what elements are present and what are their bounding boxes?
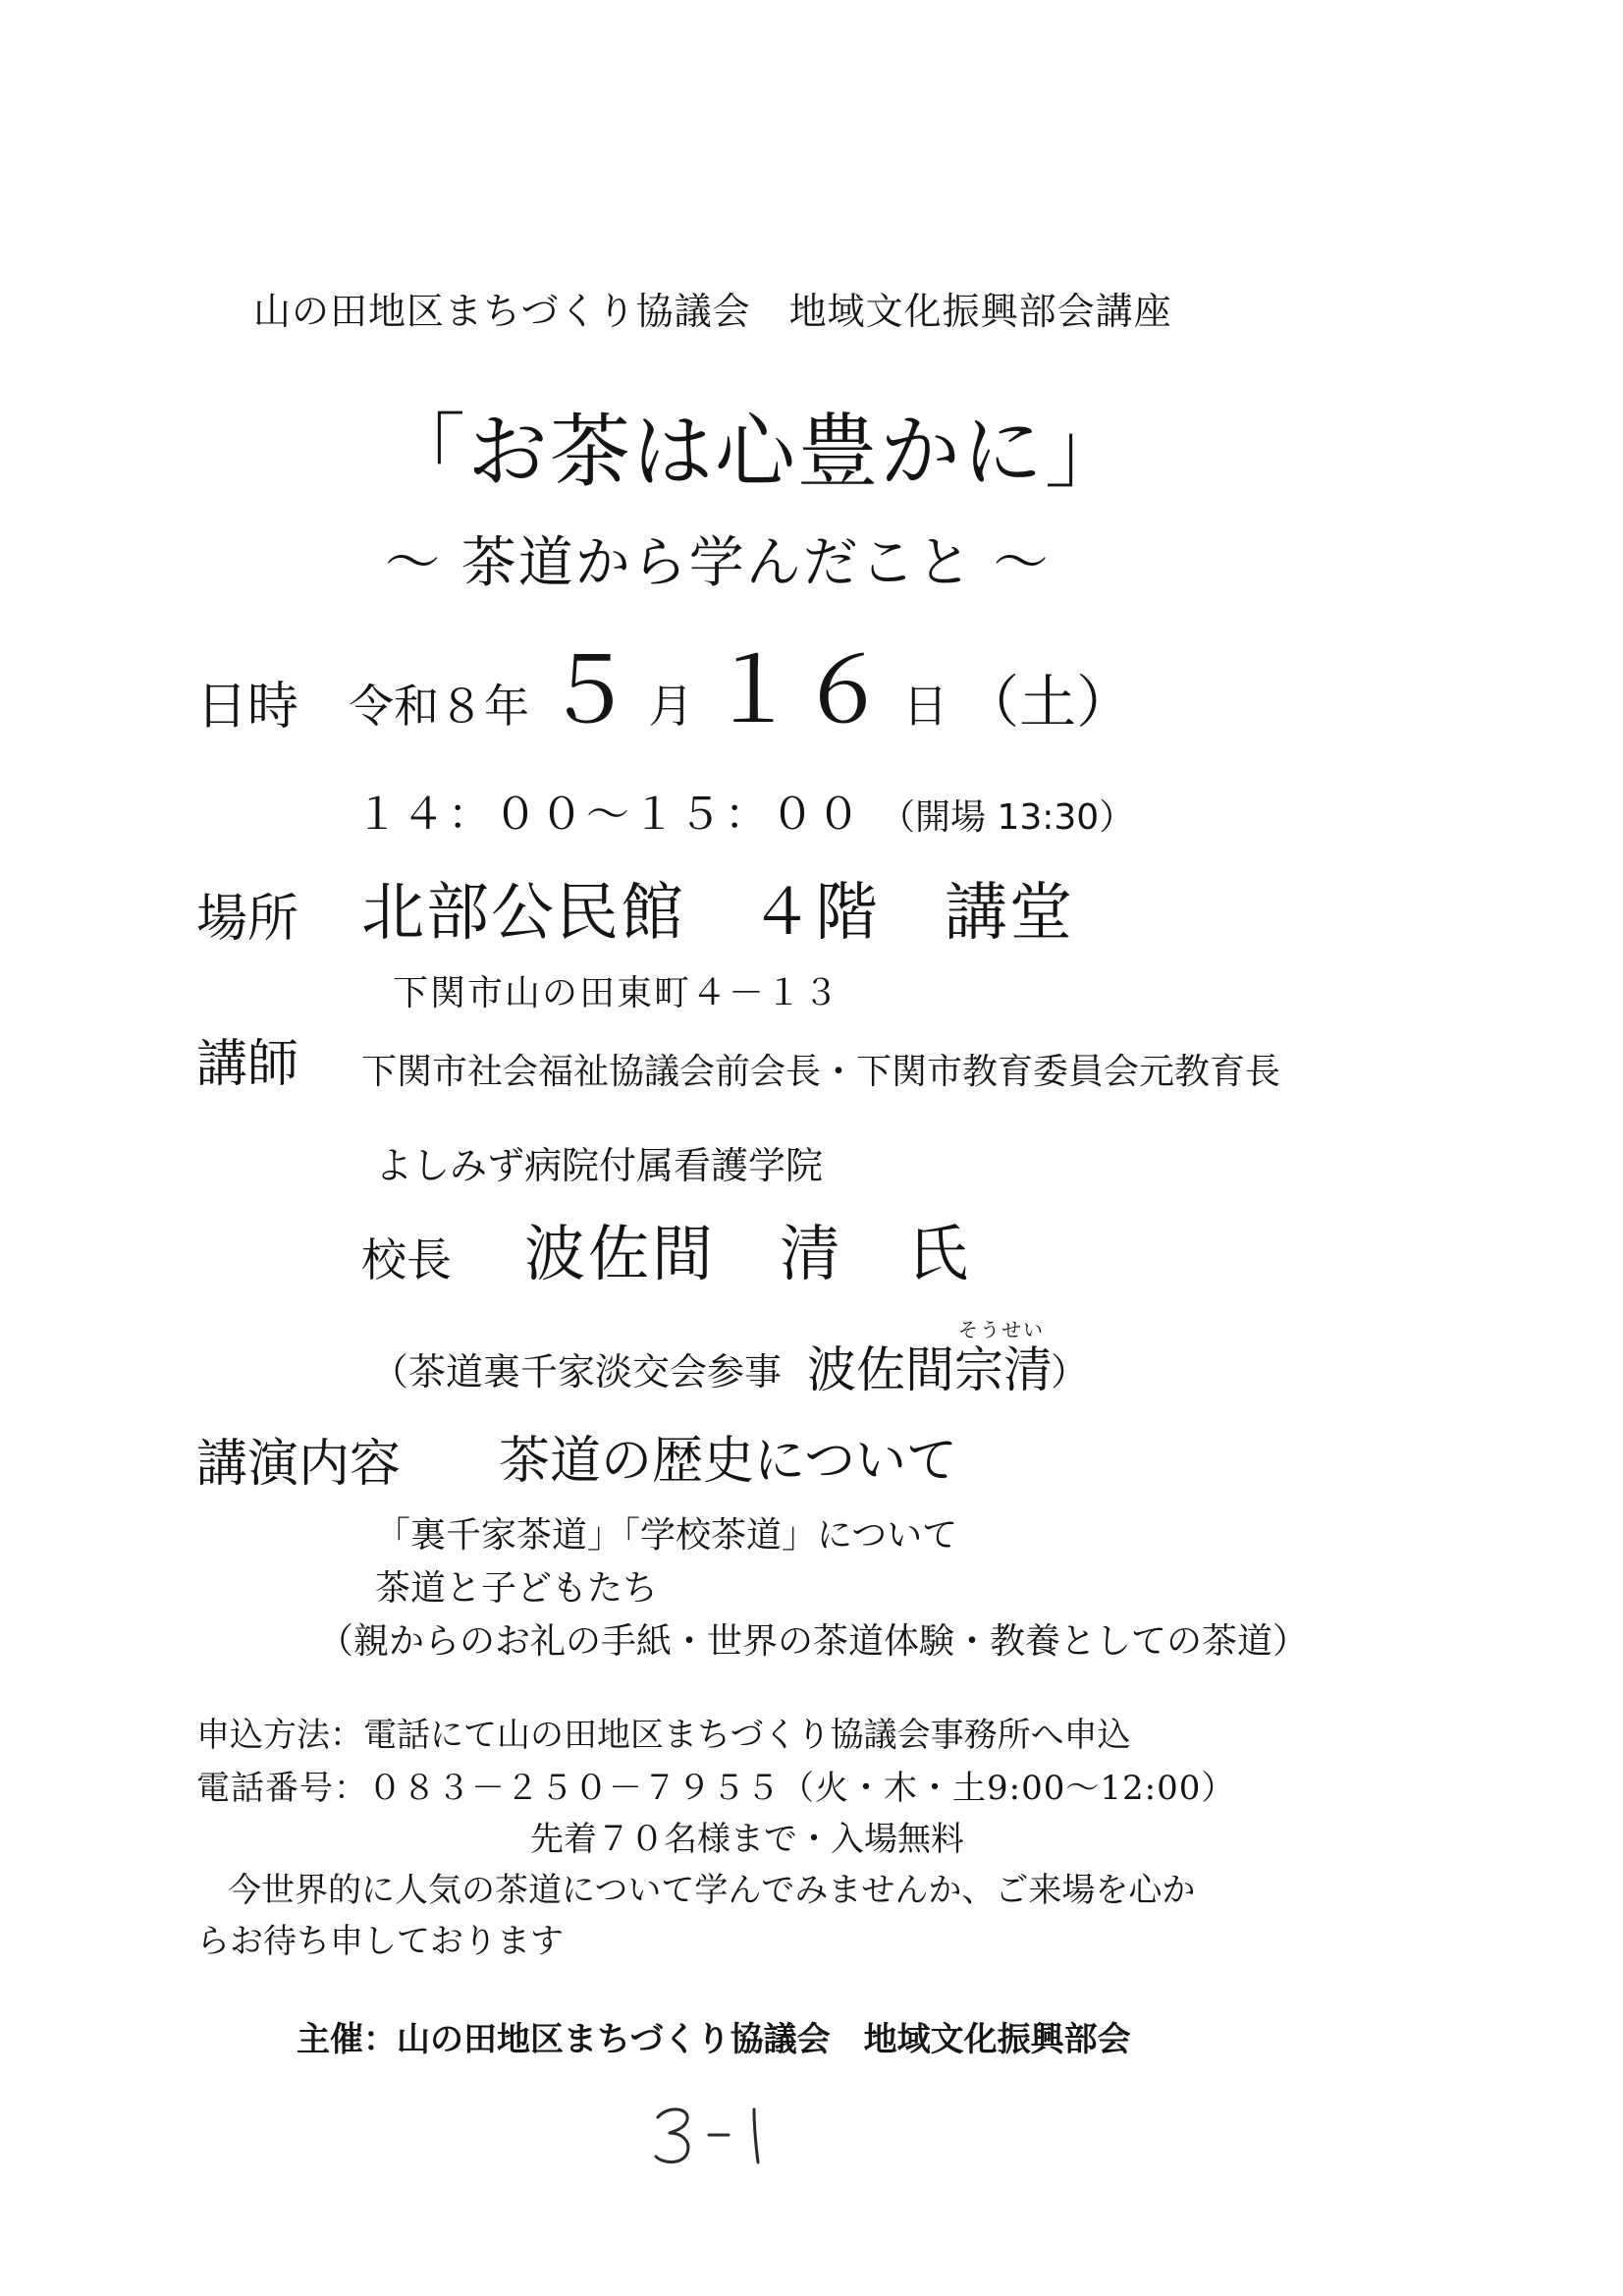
date-month-unit: 月 bbox=[648, 680, 694, 733]
date-label: 日時 bbox=[196, 678, 299, 737]
date-day-unit: 日 bbox=[902, 680, 948, 733]
sponsor: 主催：山の田地区まちづくり協議会 地域文化振興部会 bbox=[297, 2020, 1131, 2059]
tea-ceremony-name: 波佐間宗清 bbox=[807, 1341, 1053, 1398]
date-month: ５ bbox=[543, 638, 634, 743]
content-title: 茶道の歴史について bbox=[499, 1432, 957, 1491]
venue-address: 下関市山の田東町４－１３ bbox=[393, 973, 841, 1013]
lecturer-name: 波佐間 清 氏 bbox=[524, 1218, 972, 1289]
organizer-line: 山の田地区まちづくり協議会 地域文化振興部会講座 bbox=[253, 290, 1172, 333]
invitation-line-2: らお待ち申しております bbox=[196, 1922, 564, 1961]
content-line-1: 「裏千家茶道」「学校茶道」について bbox=[375, 1515, 958, 1556]
main-title: 「お茶は心豊かに」 bbox=[385, 406, 1128, 499]
subtitle: ～ 茶道から学んだこと ～ bbox=[385, 531, 1051, 595]
tea-name-ruby: そうせい bbox=[958, 1318, 1045, 1341]
time-range: １４：００～１５：００ bbox=[355, 790, 863, 840]
phone-number: 電話番号：０８３－２５０－７９５５（火・木・土9:00～12:00） bbox=[196, 1769, 1236, 1808]
tea-ceremony-role: （茶道裏千家淡交会参事 bbox=[371, 1350, 783, 1394]
application-method: 申込方法：電話にて山の田地区まちづくり協議会事務所へ申込 bbox=[196, 1716, 1131, 1755]
tea-role-close: ） bbox=[1051, 1350, 1089, 1394]
content-line-2: 茶道と子どもたち bbox=[375, 1568, 659, 1609]
lecturer-title: 校長 bbox=[361, 1233, 452, 1286]
doors-open: （開場 13:30） bbox=[880, 797, 1135, 838]
date-weekday: （土） bbox=[962, 669, 1134, 736]
lecturer-label: 講師 bbox=[196, 1035, 299, 1094]
place-label: 場所 bbox=[196, 890, 299, 949]
date-era: 令和８年 bbox=[349, 680, 529, 733]
venue: 北部公民館 ４階 講堂 bbox=[361, 877, 1074, 950]
content-line-3: （親からのお礼の手紙・世界の茶道体験・教養としての茶道） bbox=[318, 1621, 1309, 1662]
lecturer-role-2: よしみず病院付属看護学院 bbox=[375, 1144, 824, 1187]
lecturer-role-1: 下関市社会福祉協議会前会長・下関市教育委員会元教育長 bbox=[361, 1052, 1281, 1092]
content-label: 講演内容 bbox=[196, 1435, 402, 1494]
event-date bbox=[349, 638, 1134, 743]
handwritten-page-number bbox=[652, 2104, 780, 2166]
date-day: １６ bbox=[707, 638, 889, 743]
event-time bbox=[355, 790, 1135, 840]
capacity-note: 先着７０名様まで・入場無料 bbox=[530, 1820, 964, 1859]
invitation-line-1: 今世界的に人気の茶道について学んでみませんか、ご来場を心か bbox=[228, 1871, 1196, 1910]
